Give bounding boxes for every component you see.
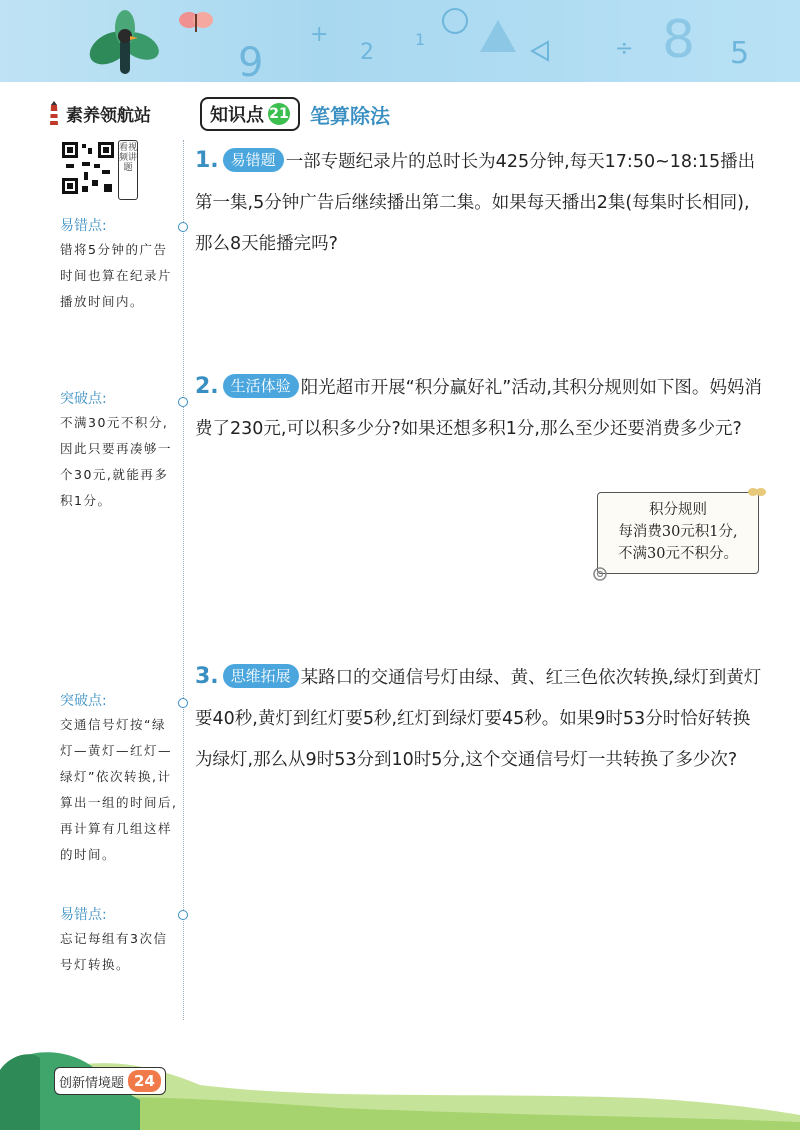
question-tag: 易错题 <box>223 148 284 172</box>
lighthouse-icon <box>48 101 60 125</box>
knowledge-point-badge <box>200 97 300 131</box>
qr-code-icon[interactable] <box>60 140 116 196</box>
snail-icon <box>592 567 608 581</box>
knowledge-point-name: 笔算除法 <box>310 103 390 128</box>
divider-dot-icon <box>178 698 188 708</box>
triangle-outline-decor-icon <box>528 40 550 62</box>
digit-decor: 2 <box>360 40 374 65</box>
note-head: 突破点: <box>60 693 107 709</box>
question-number: 3. <box>195 664 219 689</box>
rule-line: 不满30元不积分。 <box>618 546 738 562</box>
knowledge-point-number: 21 <box>268 103 290 125</box>
divider-dot-icon <box>178 222 188 232</box>
divide-decor-icon: ÷ <box>615 36 634 61</box>
note-head: 易错点: <box>60 907 107 923</box>
leaf-decoration-icon <box>80 8 170 78</box>
question-tag: 生活体验 <box>223 374 299 398</box>
qr-label: 看视频讲题 <box>118 140 138 200</box>
question-number: 1. <box>195 148 219 173</box>
question-number: 2. <box>195 374 219 399</box>
plus-decor-icon: + <box>310 22 329 47</box>
question-text: 阳光超市开展“积分赢好礼”活动,其积分规则如下图。妈妈消费了230元,可以积多少分?如果还想多积1分,那么至少还要消费多少元? <box>195 378 762 439</box>
sidebar-divider <box>183 140 184 1020</box>
question-1 <box>195 140 765 265</box>
points-rule-box <box>597 492 759 574</box>
sidebar-note <box>60 215 178 315</box>
triangle-decor-icon <box>478 18 518 54</box>
bow-icon <box>748 485 766 499</box>
digit-decor: 8 <box>662 10 696 70</box>
note-body: 错将5分钟的广告时间也算在纪录片播放时间内。 <box>60 242 173 309</box>
header-banner <box>0 0 800 82</box>
butterfly-icon <box>178 8 214 38</box>
question-2 <box>195 366 765 450</box>
digit-decor: 9 <box>238 40 264 82</box>
knowledge-point-label: 知识点 <box>210 105 264 126</box>
rule-line: 每消费30元积1分, <box>618 524 738 540</box>
footer-label: 创新情境题 <box>59 1075 125 1091</box>
circle-decor-icon <box>440 6 470 36</box>
question-text: 某路口的交通信号灯由绿、黄、红三色依次转换,绿灯到黄灯要40秒,黄灯到红灯要5秒,红灯到绿灯要45秒。如果9时53分时恰好转换为绿灯,那么从9时53分到10时5分,这个交通信号灯一共转换了多少次? <box>195 668 762 770</box>
sidebar-title-text: 素养领航站 <box>66 105 151 126</box>
note-body: 忘记每组有3次信号灯转换。 <box>60 931 168 972</box>
note-head: 突破点: <box>60 391 107 407</box>
sidebar-note <box>60 904 178 978</box>
digit-decor: 5 <box>730 36 750 71</box>
footer-page-tag <box>54 1067 166 1095</box>
knowledge-point-title <box>200 98 390 130</box>
question-tag: 思维拓展 <box>223 664 299 688</box>
note-head: 易错点: <box>60 218 107 234</box>
qr-code-block[interactable] <box>60 140 150 200</box>
sidebar-note <box>60 388 178 514</box>
sidebar-title <box>48 98 188 128</box>
question-3 <box>195 656 765 781</box>
sidebar-note <box>60 690 178 868</box>
divider-dot-icon <box>178 910 188 920</box>
note-body: 不满30元不积分,因此只要再凑够一个30元,就能再多积1分。 <box>60 415 173 508</box>
note-body: 交通信号灯按“绿灯—黄灯—红灯—绿灯”依次转换,计算出一组的时间后,再计算有几组这样的时间。 <box>60 717 178 862</box>
page-number: 24 <box>128 1070 161 1092</box>
question-text: 一部专题纪录片的总时长为425分钟,每天17:50~18:15播出第一集,5分钟广告后继续播出第二集。如果每天播出2集(每集时长相同),那么8天能播完吗? <box>195 152 756 254</box>
rule-title: 积分规则 <box>649 502 707 518</box>
divider-dot-icon <box>178 397 188 407</box>
digit-decor: 1 <box>415 30 426 49</box>
